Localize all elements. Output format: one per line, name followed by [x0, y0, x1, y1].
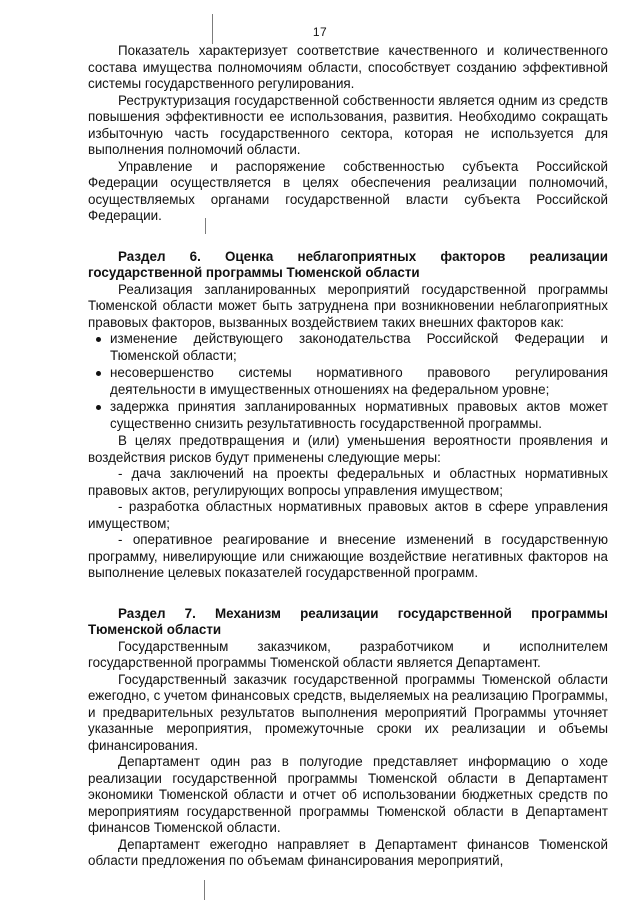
bullet-icon	[96, 405, 101, 410]
paragraph: Реализация запланированных мероприятий государственной программы Тюменской области может быть затруднена при возникновении неблагоприятных правовых факторов, вызванных воздействием таких внешних факторов как:	[88, 281, 608, 330]
scan-mark	[212, 14, 213, 44]
paragraph: Департамент ежегодно направляет в Департамент финансов Тюменской области предложения по объемам финансирования мероприятий,	[88, 836, 608, 868]
bullet-icon	[96, 371, 101, 376]
paragraph: Государственный заказчик государственной программы Тюменской области ежегодно, с учетом финансовых средств, выделяемых на реализацию Программы, и предварительных результатов выполнения мероприятий Программы уточняет указанные мероприятия, промежуточные сроки их реализации и объемы финансирования.	[88, 671, 608, 753]
paragraph: - оперативное реагирование и внесение изменений в государственную программу, нивелирующие или снижающие воздействие негативных факторов на выполнение целевых показателей государственной программ.	[88, 532, 608, 580]
page-number: 17	[312, 25, 328, 39]
paragraph: Реструктуризация государственной собственности является одним из средств повышения эффективности ее использования, развития. Необходимо сокращать избыточную часть государственного сектора, которая не используется для выполнения полномочий области.	[88, 92, 608, 157]
bullet-icon	[96, 337, 101, 342]
document-body	[88, 43, 608, 870]
paragraph: В целях предотвращения и (или) уменьшения вероятности проявления и воздействия рисков будут применены следующие меры:	[88, 433, 608, 465]
paragraph: Департамент один раз в полугодие представляет информацию о ходе реализации государственной программы Тюменской области в Департамент экономики Тюменской области и отчет об использовании бюджетных средств по мероприятиям государственной программы Тюменской области в Департамент финансов Тюменской области.	[88, 754, 608, 835]
section-heading: Раздел 6. Оценка неблагоприятных факторов реализации государственной программы Тюменской области	[88, 248, 608, 280]
paragraph: - разработка областных нормативных правовых актов в сфере управления имуществом;	[88, 499, 608, 531]
paragraph: Управление и распоряжение собственностью субъекта Российской Федерации осуществляется в целях обеспечения реализации полномочий, осуществляемых органами государственной власти субъекта Российской Федерации.	[88, 158, 608, 223]
bullet-text: изменение действующего законодательства Российской Федерации и Тюменской области;	[110, 331, 608, 363]
bullet-list	[88, 331, 608, 432]
section-heading: Раздел 7. Механизм реализации государственной программы Тюменской области	[88, 605, 608, 637]
bullet-text: задержка принятия запланированных нормативных правовых актов может существенно снизить результативность государственной программы.	[110, 399, 608, 431]
bullet-text: несовершенство системы нормативного правового регулирования деятельности в имущественных отношениях на федеральном уровне;	[110, 365, 608, 397]
paragraph: Показатель характеризует соответствие качественного и количественного состава имущества полномочиям области, способствует созданию эффективной системы государственного регулирования.	[88, 43, 608, 91]
paragraph: - дача заключений на проекты федеральных и областных нормативных правовых актов, регулирующих вопросы управления имуществом;	[88, 466, 608, 498]
bullet-item	[88, 331, 608, 364]
bullet-item	[88, 365, 608, 398]
paragraph: Государственным заказчиком, разработчиком и исполнителем государственной программы Тюменской области является Департамент.	[88, 638, 608, 670]
bullet-item	[88, 399, 608, 432]
scan-mark	[204, 880, 205, 900]
